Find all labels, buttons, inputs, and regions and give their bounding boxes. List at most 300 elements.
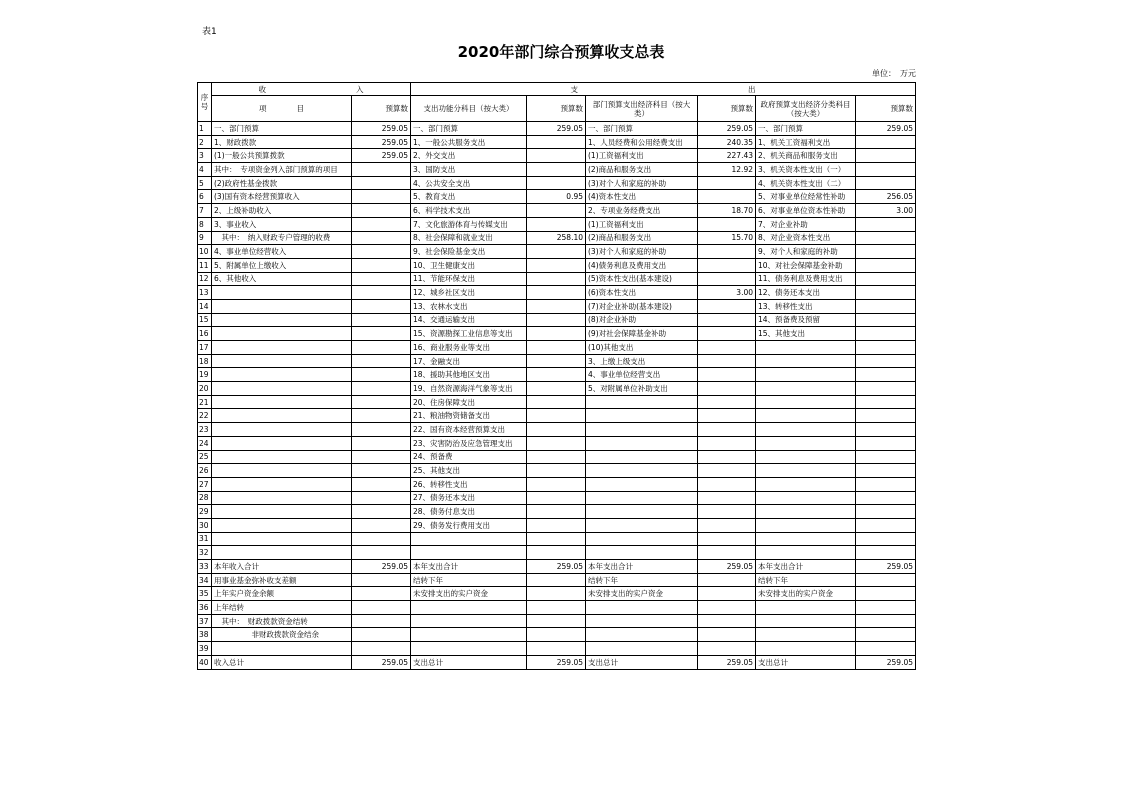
gov-econ-item (756, 450, 856, 464)
page-title: 2020年部门综合预算收支总表 (457, 43, 665, 61)
func-amount (527, 532, 586, 546)
func-amount (527, 477, 586, 491)
gov-econ-item: 结转下年 (756, 573, 856, 587)
gov-econ-amount (856, 642, 916, 656)
gov-econ-amount (856, 601, 916, 615)
gov-econ-item (756, 464, 856, 478)
func-item: 9、社会保险基金支出 (411, 245, 527, 259)
gov-econ-amount (856, 505, 916, 519)
dept-econ-amount (698, 587, 756, 601)
gov-econ-item (756, 628, 856, 642)
func-amount: 258.10 (527, 231, 586, 245)
income-item (212, 409, 352, 423)
row-seq: 17 (198, 341, 212, 355)
header-expense-group (411, 83, 916, 96)
dept-econ-amount (698, 395, 756, 409)
func-item: 14、交通运输支出 (411, 313, 527, 327)
dept-econ-amount (698, 368, 756, 382)
income-amount: 259.05 (352, 135, 411, 149)
table-row (198, 642, 916, 656)
row-seq: 29 (198, 505, 212, 519)
gov-econ-amount (856, 135, 916, 149)
table-row (198, 423, 916, 437)
income-amount: 259.05 (352, 560, 411, 574)
table-row (198, 176, 916, 190)
dept-econ-item: (1)工资福利支出 (586, 217, 698, 231)
func-item: 结转下年 (411, 573, 527, 587)
gov-econ-item (756, 642, 856, 656)
func-item: 21、粮油物资储备支出 (411, 409, 527, 423)
func-amount: 259.05 (527, 560, 586, 574)
func-amount (527, 327, 586, 341)
income-item (212, 450, 352, 464)
func-item (411, 546, 527, 560)
func-item: 22、国有资本经营预算支出 (411, 423, 527, 437)
gov-econ-item (756, 546, 856, 560)
table-row (198, 491, 916, 505)
dept-econ-item: 结转下年 (586, 573, 698, 587)
func-item: 20、住房保障支出 (411, 395, 527, 409)
income-amount (352, 190, 411, 204)
row-seq: 15 (198, 313, 212, 327)
dept-econ-item (586, 628, 698, 642)
gov-econ-amount (856, 450, 916, 464)
gov-econ-amount (856, 573, 916, 587)
income-item: 5、附属单位上缴收入 (212, 258, 352, 272)
dept-econ-amount (698, 313, 756, 327)
dept-econ-amount (698, 341, 756, 355)
income-amount (352, 341, 411, 355)
row-seq: 27 (198, 477, 212, 491)
dept-econ-amount (698, 382, 756, 396)
income-amount: 259.05 (352, 655, 411, 669)
income-amount (352, 477, 411, 491)
header-dept-econ-class: 部门预算支出经济科目（按大类） (586, 96, 698, 122)
func-item: 8、社会保障和就业支出 (411, 231, 527, 245)
income-amount (352, 395, 411, 409)
func-amount (527, 395, 586, 409)
income-item (212, 518, 352, 532)
income-item: 1、财政拨款 (212, 135, 352, 149)
row-seq: 23 (198, 423, 212, 437)
gov-econ-amount (856, 217, 916, 231)
row-seq: 2 (198, 135, 212, 149)
dept-econ-amount: 259.05 (698, 122, 756, 136)
func-amount: 259.05 (527, 655, 586, 669)
header-dept-budget: 预算数 (698, 96, 756, 122)
gov-econ-amount (856, 464, 916, 478)
gov-econ-item (756, 409, 856, 423)
income-amount (352, 601, 411, 615)
dept-econ-item (586, 505, 698, 519)
income-amount (352, 614, 411, 628)
gov-econ-amount (856, 149, 916, 163)
dept-econ-item: 支出总计 (586, 655, 698, 669)
gov-econ-item: 6、对事业单位资本性补助 (756, 204, 856, 218)
row-seq: 3 (198, 149, 212, 163)
income-amount (352, 409, 411, 423)
gov-econ-item: 本年支出合计 (756, 560, 856, 574)
row-seq: 5 (198, 176, 212, 190)
income-amount (352, 382, 411, 396)
dept-econ-item: 未安排支出的实户资金 (586, 587, 698, 601)
table-row (198, 368, 916, 382)
dept-econ-item: (2)商品和服务支出 (586, 163, 698, 177)
gov-econ-amount: 259.05 (856, 122, 916, 136)
row-seq: 4 (198, 163, 212, 177)
table-row (198, 163, 916, 177)
row-seq: 13 (198, 286, 212, 300)
row-seq: 33 (198, 560, 212, 574)
header-income-budget: 预算数 (352, 96, 411, 122)
dept-econ-item: 1、人员经费和公用经费支出 (586, 135, 698, 149)
income-amount (352, 176, 411, 190)
dept-econ-item: (4)资本性支出 (586, 190, 698, 204)
income-amount (352, 628, 411, 642)
row-seq: 20 (198, 382, 212, 396)
header-gov-econ-class: 政府预算支出经济分类科目（按大类） (756, 96, 856, 122)
income-amount (352, 368, 411, 382)
table-row (198, 655, 916, 669)
income-amount (352, 217, 411, 231)
dept-econ-amount (698, 601, 756, 615)
budget-summary-table (197, 82, 916, 670)
func-amount (527, 505, 586, 519)
gov-econ-item (756, 614, 856, 628)
row-seq: 26 (198, 464, 212, 478)
gov-econ-amount (856, 423, 916, 437)
dept-econ-item: 2、专项业务经费支出 (586, 204, 698, 218)
func-item: 28、债务付息支出 (411, 505, 527, 519)
row-seq: 21 (198, 395, 212, 409)
func-amount (527, 176, 586, 190)
header-expense-b: 出 (748, 84, 756, 94)
income-item: 3、事业收入 (212, 217, 352, 231)
table-row (198, 122, 916, 136)
income-amount (352, 491, 411, 505)
gov-econ-amount: 259.05 (856, 560, 916, 574)
income-item: (3)国有资本经营预算收入 (212, 190, 352, 204)
func-item: 一、部门预算 (411, 122, 527, 136)
table-number: 表1 (202, 27, 217, 37)
gov-econ-item: 2、机关商品和服务支出 (756, 149, 856, 163)
dept-econ-item (586, 642, 698, 656)
income-item (212, 299, 352, 313)
income-amount: 259.05 (352, 122, 411, 136)
income-item: (1)一般公共预算拨款 (212, 149, 352, 163)
dept-econ-amount (698, 436, 756, 450)
dept-econ-amount (698, 258, 756, 272)
row-seq: 35 (198, 587, 212, 601)
func-item: 6、科学技术支出 (411, 204, 527, 218)
func-amount (527, 258, 586, 272)
dept-econ-item: 一、部门预算 (586, 122, 698, 136)
func-amount (527, 642, 586, 656)
gov-econ-item: 13、转移性支出 (756, 299, 856, 313)
gov-econ-amount: 259.05 (856, 655, 916, 669)
func-item: 10、卫生健康支出 (411, 258, 527, 272)
income-amount (352, 204, 411, 218)
unit-label: 单位： 万元 (872, 69, 916, 78)
func-amount (527, 450, 586, 464)
dept-econ-amount (698, 272, 756, 286)
dept-econ-amount (698, 176, 756, 190)
table-row (198, 450, 916, 464)
gov-econ-item: 一、部门预算 (756, 122, 856, 136)
table-row (198, 135, 916, 149)
dept-econ-amount (698, 491, 756, 505)
func-amount (527, 368, 586, 382)
dept-econ-item (586, 409, 698, 423)
income-amount (352, 532, 411, 546)
table-row (198, 231, 916, 245)
gov-econ-amount (856, 176, 916, 190)
dept-econ-amount (698, 354, 756, 368)
dept-econ-amount (698, 642, 756, 656)
gov-econ-item: 7、对企业补助 (756, 217, 856, 231)
dept-econ-amount (698, 628, 756, 642)
row-seq: 22 (198, 409, 212, 423)
dept-econ-amount (698, 614, 756, 628)
dept-econ-item (586, 546, 698, 560)
row-seq: 18 (198, 354, 212, 368)
func-item: 16、商业服务业等支出 (411, 341, 527, 355)
table-row (198, 341, 916, 355)
header-func-budget: 预算数 (527, 96, 586, 122)
dept-econ-amount (698, 190, 756, 204)
dept-econ-item: 4、事业单位经营支出 (586, 368, 698, 382)
func-item: 27、债务还本支出 (411, 491, 527, 505)
dept-econ-item (586, 464, 698, 478)
income-item (212, 436, 352, 450)
row-seq: 32 (198, 546, 212, 560)
gov-econ-item: 12、债务还本支出 (756, 286, 856, 300)
dept-econ-amount (698, 573, 756, 587)
income-amount (352, 505, 411, 519)
dept-econ-item: (3)对个人和家庭的补助 (586, 176, 698, 190)
income-item (212, 395, 352, 409)
row-seq: 39 (198, 642, 212, 656)
income-item (212, 532, 352, 546)
income-item (212, 341, 352, 355)
func-item: 7、文化旅游体育与传媒支出 (411, 217, 527, 231)
income-item: 2、上级补助收入 (212, 204, 352, 218)
gov-econ-amount (856, 258, 916, 272)
func-item: 1、一般公共服务支出 (411, 135, 527, 149)
func-amount (527, 272, 586, 286)
dept-econ-item: (3)对个人和家庭的补助 (586, 245, 698, 259)
income-item: 4、事业单位经营收入 (212, 245, 352, 259)
dept-econ-amount (698, 450, 756, 464)
income-amount (352, 163, 411, 177)
gov-econ-amount (856, 382, 916, 396)
table-row (198, 573, 916, 587)
gov-econ-item (756, 518, 856, 532)
gov-econ-amount: 256.05 (856, 190, 916, 204)
row-seq: 16 (198, 327, 212, 341)
gov-econ-item: 5、对事业单位经常性补助 (756, 190, 856, 204)
header-func-class: 支出功能分科目（按大类） (411, 96, 527, 122)
gov-econ-amount (856, 477, 916, 491)
gov-econ-item (756, 532, 856, 546)
gov-econ-amount (856, 368, 916, 382)
func-item (411, 614, 527, 628)
row-seq: 11 (198, 258, 212, 272)
gov-econ-item (756, 341, 856, 355)
func-item: 24、预备费 (411, 450, 527, 464)
dept-econ-amount: 18.70 (698, 204, 756, 218)
row-seq: 19 (198, 368, 212, 382)
header-seq: 序号 (198, 83, 212, 122)
header-expense-a: 支 (570, 84, 578, 94)
income-amount (352, 327, 411, 341)
dept-econ-item: (5)资本性支出(基本建设) (586, 272, 698, 286)
func-item (411, 601, 527, 615)
dept-econ-item: (6)资本性支出 (586, 286, 698, 300)
row-seq: 8 (198, 217, 212, 231)
func-item: 4、公共安全支出 (411, 176, 527, 190)
dept-econ-item: (2)商品和服务支出 (586, 231, 698, 245)
func-amount (527, 423, 586, 437)
table-row (198, 477, 916, 491)
header-gov-budget: 预算数 (856, 96, 916, 122)
dept-econ-item: (7)对企业补助(基本建设) (586, 299, 698, 313)
table-row (198, 354, 916, 368)
dept-econ-item (586, 395, 698, 409)
income-amount (352, 450, 411, 464)
table-row (198, 601, 916, 615)
func-amount (527, 354, 586, 368)
gov-econ-item: 8、对企业资本性支出 (756, 231, 856, 245)
dept-econ-item: (9)对社会保障基金补助 (586, 327, 698, 341)
dept-econ-amount (698, 532, 756, 546)
table-row (198, 560, 916, 574)
func-amount: 0.95 (527, 190, 586, 204)
income-item: 上年结转 (212, 601, 352, 615)
table-row (198, 505, 916, 519)
income-item: 其中： 财政拨款资金结转 (212, 614, 352, 628)
dept-econ-item: (4)债务利息及费用支出 (586, 258, 698, 272)
row-seq: 38 (198, 628, 212, 642)
table-row (198, 532, 916, 546)
gov-econ-amount (856, 491, 916, 505)
gov-econ-amount (856, 409, 916, 423)
dept-econ-item: (10)其他支出 (586, 341, 698, 355)
income-amount (352, 642, 411, 656)
gov-econ-item (756, 395, 856, 409)
func-item: 5、教育支出 (411, 190, 527, 204)
income-item (212, 464, 352, 478)
dept-econ-item (586, 614, 698, 628)
gov-econ-item (756, 491, 856, 505)
header-item (212, 96, 352, 122)
row-seq: 7 (198, 204, 212, 218)
table-row (198, 245, 916, 259)
gov-econ-item (756, 354, 856, 368)
func-item: 12、城乡社区支出 (411, 286, 527, 300)
income-item: (2)政府性基金拨款 (212, 176, 352, 190)
func-amount (527, 546, 586, 560)
func-amount (527, 149, 586, 163)
func-amount: 259.05 (527, 122, 586, 136)
income-item: 一、部门预算 (212, 122, 352, 136)
dept-econ-amount (698, 217, 756, 231)
table-row (198, 313, 916, 327)
gov-econ-item: 10、对社会保障基金补助 (756, 258, 856, 272)
gov-econ-amount (856, 286, 916, 300)
dept-econ-item (586, 532, 698, 546)
gov-econ-amount (856, 354, 916, 368)
dept-econ-amount (698, 546, 756, 560)
func-item: 2、外交支出 (411, 149, 527, 163)
header-income-a: 收 (258, 84, 266, 94)
row-seq: 25 (198, 450, 212, 464)
table-row (198, 299, 916, 313)
dept-econ-amount (698, 518, 756, 532)
dept-econ-item (586, 491, 698, 505)
table-row (198, 409, 916, 423)
table-row (198, 217, 916, 231)
table-row (198, 436, 916, 450)
gov-econ-amount (856, 436, 916, 450)
func-item: 18、援助其他地区支出 (411, 368, 527, 382)
func-item: 13、农林水支出 (411, 299, 527, 313)
row-seq: 10 (198, 245, 212, 259)
income-item (212, 546, 352, 560)
income-item (212, 505, 352, 519)
income-amount (352, 436, 411, 450)
table-row (198, 286, 916, 300)
func-item: 17、金融支出 (411, 354, 527, 368)
dept-econ-item: 本年支出合计 (586, 560, 698, 574)
table-row (198, 204, 916, 218)
income-item (212, 423, 352, 437)
income-amount (352, 286, 411, 300)
gov-econ-amount (856, 245, 916, 259)
table-row (198, 272, 916, 286)
row-seq: 40 (198, 655, 212, 669)
income-item (212, 313, 352, 327)
func-item: 未安排支出的实户资金 (411, 587, 527, 601)
func-item: 23、灾害防治及应急管理支出 (411, 436, 527, 450)
gov-econ-amount (856, 614, 916, 628)
func-amount (527, 464, 586, 478)
gov-econ-item (756, 436, 856, 450)
func-item (411, 628, 527, 642)
row-seq: 30 (198, 518, 212, 532)
func-amount (527, 163, 586, 177)
dept-econ-amount: 12.92 (698, 163, 756, 177)
table-row (198, 546, 916, 560)
gov-econ-amount (856, 395, 916, 409)
row-seq: 36 (198, 601, 212, 615)
table-row (198, 258, 916, 272)
table-row (198, 628, 916, 642)
func-item (411, 532, 527, 546)
income-item: 用事业基金弥补收支差额 (212, 573, 352, 587)
row-seq: 9 (198, 231, 212, 245)
income-item: 本年收入合计 (212, 560, 352, 574)
func-item: 本年支出合计 (411, 560, 527, 574)
dept-econ-item (586, 601, 698, 615)
dept-econ-amount (698, 423, 756, 437)
dept-econ-item (586, 423, 698, 437)
dept-econ-item: 3、上缴上级支出 (586, 354, 698, 368)
gov-econ-item: 9、对个人和家庭的补助 (756, 245, 856, 259)
income-amount (352, 231, 411, 245)
income-amount (352, 464, 411, 478)
row-seq: 31 (198, 532, 212, 546)
